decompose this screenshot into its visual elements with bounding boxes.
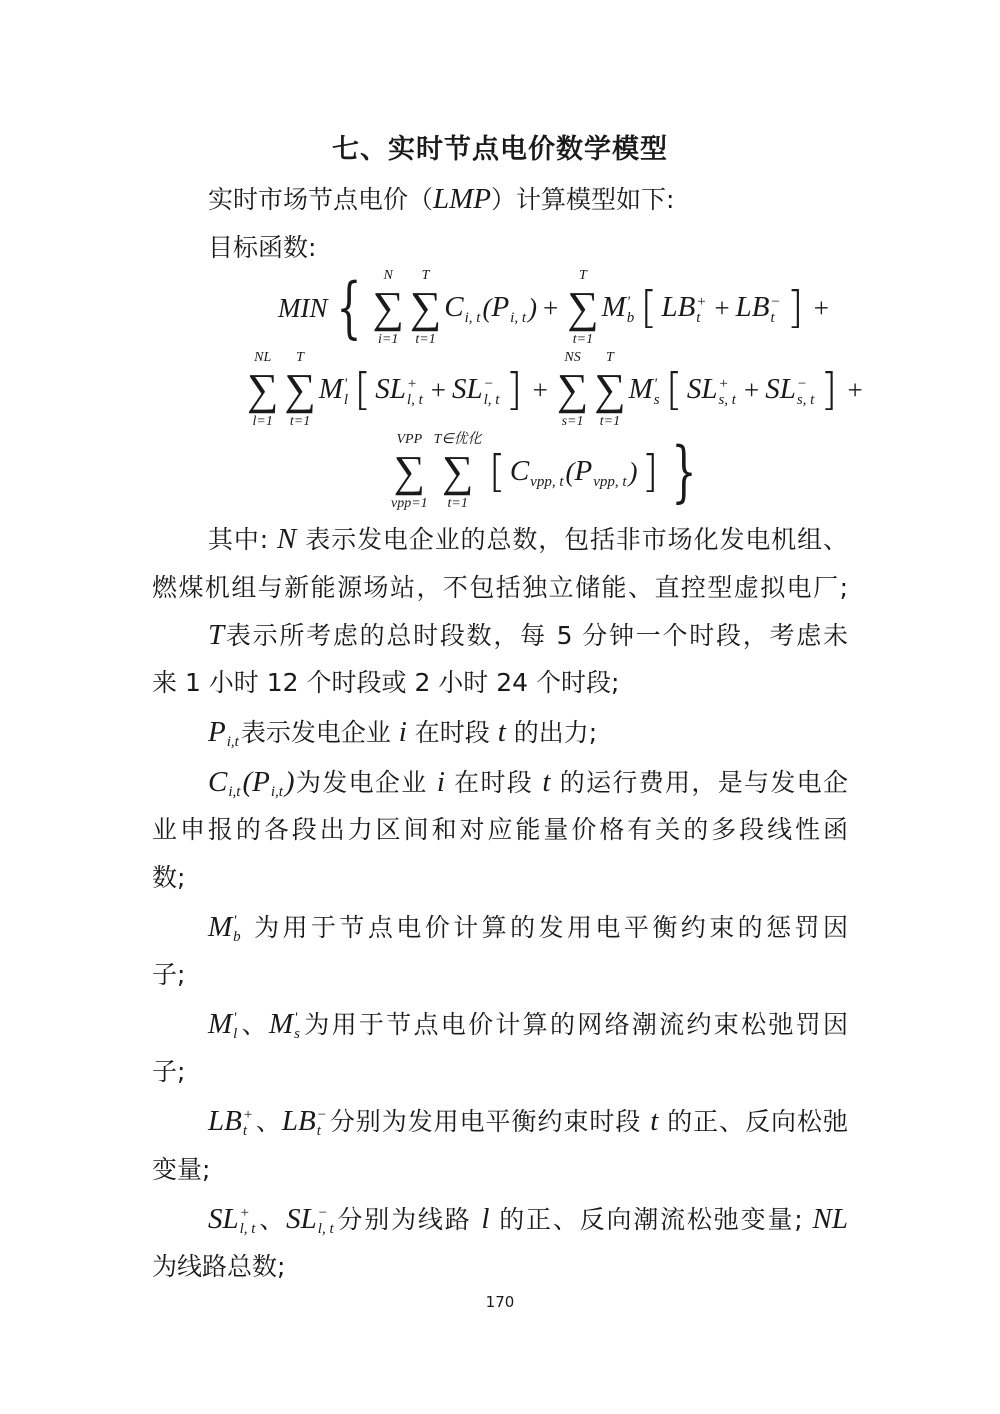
- math-variable: [281, 1105, 329, 1139]
- superscript: ': [294, 1010, 298, 1026]
- math-symbol: (: [242, 766, 253, 798]
- subscript: l, t: [483, 391, 500, 408]
- math-scripts: [233, 1010, 237, 1042]
- math-scripts: [318, 1205, 334, 1237]
- bracket: ]: [786, 282, 804, 333]
- upper-limit: NL: [254, 350, 272, 365]
- upper-limit: NS: [564, 350, 581, 365]
- text-run: 的出力;: [505, 718, 598, 747]
- upper-limit: T: [421, 268, 430, 283]
- math-symbol: LMP: [433, 183, 492, 215]
- text-line: [208, 1007, 848, 1043]
- bracket: ]: [641, 446, 659, 497]
- text-run: 燃煤机组与新能源场站，不包括独立储能、直控型虚拟电厂;: [152, 573, 848, 602]
- summation: [594, 350, 625, 430]
- plus-operator: +: [543, 293, 559, 323]
- math-scripts: [407, 376, 423, 408]
- math-symbol: C: [509, 455, 530, 488]
- math-scripts: [484, 376, 500, 408]
- lower-limit: vpp=1: [391, 496, 428, 511]
- text-run: 的正、反向松弛: [658, 1107, 848, 1136]
- formula-row: [244, 350, 869, 430]
- math-variable: [491, 290, 528, 326]
- lower-limit: t=1: [572, 332, 594, 347]
- text-line: [152, 665, 848, 701]
- math-scripts: [243, 1107, 253, 1139]
- superscript: [593, 458, 626, 474]
- text-line: [152, 812, 848, 848]
- math-scripts: [797, 376, 815, 408]
- math-scripts: [465, 294, 481, 326]
- upper-limit: N: [383, 268, 393, 283]
- math-symbol: LB: [281, 1105, 316, 1137]
- subscript: t: [770, 309, 775, 326]
- math-symbol: SL: [451, 373, 483, 406]
- math-scripts: [227, 718, 239, 750]
- math-variable: [208, 766, 242, 800]
- math-symbol: t: [542, 766, 551, 798]
- upper-limit: VPP: [396, 432, 423, 447]
- bracket: ]: [505, 364, 523, 415]
- text-line: [208, 910, 848, 946]
- math-scripts: [240, 1205, 256, 1237]
- subscript: b: [626, 309, 635, 326]
- summation: [557, 350, 588, 430]
- math-text: MIN: [278, 293, 328, 323]
- math-variable: [399, 718, 407, 747]
- math-variable: [319, 372, 350, 408]
- math-variable: [661, 290, 708, 326]
- math-scripts: [228, 768, 240, 800]
- superscript: +: [696, 293, 707, 310]
- subscript: vpp, t: [530, 473, 564, 490]
- math-variable: [252, 766, 285, 800]
- superscript: [530, 458, 563, 474]
- sigma-symbol: ∑: [409, 283, 442, 332]
- math-symbol: M: [628, 373, 653, 406]
- math-symbol: LB: [735, 291, 770, 324]
- math-symbol: M: [208, 1008, 233, 1040]
- superscript: ': [343, 375, 348, 392]
- math-symbol: M: [318, 373, 343, 406]
- subscript: s: [294, 1026, 300, 1042]
- subscript: i,t: [270, 784, 283, 800]
- math-symbol: T: [208, 619, 225, 651]
- sigma-symbol: ∑: [372, 283, 404, 332]
- text-run: 为发电企业: [294, 768, 437, 797]
- math-variable: [208, 621, 224, 650]
- math-symbol: i: [436, 766, 445, 798]
- sigma-symbol: ∑: [556, 365, 589, 414]
- math-variable: [285, 768, 295, 797]
- math-variable: [268, 1008, 302, 1042]
- lower-limit: i=1: [378, 332, 399, 347]
- subscript: l, t: [239, 1221, 256, 1237]
- math-variable: [208, 1008, 239, 1042]
- subscript: b: [233, 929, 241, 945]
- math-variable: [242, 768, 252, 797]
- text-run: 表示发电企业: [240, 718, 399, 747]
- formula-row: [388, 432, 705, 512]
- sigma-symbol: ∑: [441, 447, 474, 496]
- math-symbol: P: [491, 291, 510, 324]
- math-symbol: SL: [765, 373, 796, 406]
- text-run: 、: [257, 1205, 287, 1234]
- upper-limit: T∈优化: [433, 432, 482, 447]
- sigma-symbol: ∑: [284, 365, 316, 414]
- upper-limit: T: [296, 350, 304, 365]
- summation: [434, 432, 482, 512]
- math-text: ): [528, 293, 537, 323]
- superscript: −: [316, 1107, 327, 1123]
- math-variable: [736, 290, 783, 326]
- bracket: [: [488, 446, 506, 497]
- text-run: 业申报的各段出力区间和对应能量价格有关的多段线性函: [152, 815, 848, 844]
- plus-operator: +: [743, 375, 760, 405]
- formula-row: [278, 268, 835, 348]
- superscript: [465, 294, 481, 310]
- math-symbol: SL: [686, 373, 718, 406]
- text-line: [208, 522, 848, 558]
- math-scripts: [654, 376, 660, 408]
- lower-limit: l=1: [252, 414, 273, 429]
- superscript: +: [239, 1205, 250, 1221]
- sigma-symbol: ∑: [594, 365, 626, 414]
- text-line: [152, 1249, 848, 1285]
- math-symbol: M: [208, 911, 233, 943]
- math-symbol: SL: [286, 1203, 317, 1235]
- math-text: (: [482, 293, 492, 323]
- math-symbol: C: [444, 291, 464, 324]
- math-scripts: [271, 768, 283, 800]
- superscript: ': [233, 913, 237, 929]
- math-scripts: [627, 294, 635, 326]
- text-run: 的正、反向潮流松弛变量;: [489, 1205, 813, 1234]
- subscript: l: [343, 391, 349, 408]
- math-variable: [510, 454, 566, 490]
- math-scripts: [344, 376, 348, 408]
- math-symbol: l: [481, 1203, 490, 1235]
- math-symbol: LB: [661, 291, 696, 324]
- text-line: [152, 957, 848, 993]
- math-text: (: [565, 457, 575, 487]
- math-scripts: [530, 458, 563, 490]
- subscript: s, t: [718, 391, 736, 408]
- text-run: 的运行费用，是与发电企: [550, 768, 849, 797]
- math-symbol: N: [277, 523, 297, 555]
- summation: [567, 268, 598, 348]
- text-run: 目标函数:: [208, 233, 317, 262]
- text-run: 、: [254, 1107, 282, 1136]
- superscript: ': [233, 1010, 237, 1026]
- text-line: [208, 715, 848, 751]
- summation: [247, 350, 278, 430]
- math-symbol: P: [574, 455, 593, 488]
- math-scripts: [233, 913, 241, 945]
- subscript: i,t: [226, 734, 239, 750]
- math-variable: [437, 768, 445, 797]
- summation: [391, 432, 428, 512]
- text-run: 来 1 小时 12 个时段或 2 小时 24 个时段;: [152, 668, 620, 697]
- math-scripts: [696, 294, 706, 326]
- bracket: [: [640, 282, 658, 333]
- text-run: 子;: [152, 960, 186, 989]
- lower-limit: t=1: [289, 414, 311, 429]
- text-line: [152, 1152, 848, 1188]
- math-symbol: P: [252, 766, 270, 798]
- text-run: 其中:: [208, 525, 278, 554]
- subscript: i, t: [510, 309, 526, 326]
- sigma-symbol: ∑: [567, 283, 599, 332]
- text-run: 变量;: [152, 1155, 211, 1184]
- math-symbol: M: [268, 1008, 294, 1040]
- text-line: [208, 230, 848, 266]
- text-run: 为线路总数;: [152, 1252, 286, 1281]
- subscript: s: [653, 391, 660, 408]
- math-symbol: t: [497, 716, 506, 748]
- math-variable: [444, 290, 482, 326]
- text-run: 分别为发用电平衡约束时段: [328, 1107, 651, 1136]
- text-run: 表示所考虑的总时段数，每 5 分钟一个时段，考虑未: [224, 621, 848, 650]
- subscript: vpp, t: [593, 473, 627, 490]
- math-scripts: [294, 1010, 300, 1042]
- text-run: 在时段: [444, 768, 543, 797]
- math-variable: [277, 525, 296, 554]
- text-line: [152, 860, 848, 896]
- text-run: 数;: [152, 863, 186, 892]
- lower-limit: t=1: [447, 496, 468, 511]
- math-variable: [452, 372, 501, 408]
- math-variable: [208, 911, 243, 945]
- bracket: [: [354, 364, 372, 415]
- summation: [373, 268, 404, 348]
- math-scripts: [771, 294, 781, 326]
- text-run: 、: [239, 1010, 269, 1039]
- math-variable: [375, 372, 424, 408]
- subscript: l: [233, 1026, 238, 1042]
- upper-limit: T: [579, 268, 587, 283]
- subscript: s, t: [796, 391, 815, 408]
- math-symbol: C: [208, 766, 228, 798]
- superscript: −: [770, 293, 781, 310]
- plus-operator: +: [714, 293, 730, 323]
- sigma-symbol: ∑: [247, 365, 279, 414]
- math-symbol: SL: [208, 1203, 239, 1235]
- superscript: [227, 718, 239, 734]
- superscript: +: [718, 375, 729, 392]
- summation: [284, 350, 315, 430]
- math-variable: [433, 185, 491, 214]
- upper-limit: T: [606, 350, 614, 365]
- subscript: t: [316, 1123, 321, 1139]
- math-variable: [286, 1203, 335, 1237]
- subscript: t: [242, 1123, 248, 1139]
- math-symbol: LB: [208, 1105, 242, 1137]
- subscript: i,t: [228, 784, 241, 800]
- math-variable: [575, 454, 629, 490]
- summation: [410, 268, 441, 348]
- math-symbol: ): [284, 766, 295, 798]
- bracket: [: [665, 364, 683, 415]
- text-run: 表示发电企业的总数，包括非市场化发电机组、: [296, 525, 849, 554]
- text-line: [208, 182, 848, 218]
- bracket: ]: [820, 364, 838, 415]
- text-line: [208, 1202, 848, 1238]
- math-variable: [498, 718, 506, 747]
- math-variable: [813, 1205, 848, 1234]
- brace: }: [671, 433, 697, 510]
- sigma-symbol: ∑: [393, 447, 426, 496]
- math-variable: [208, 716, 241, 750]
- page-number: 170: [485, 1293, 515, 1311]
- superscript: +: [406, 375, 418, 392]
- plus-operator: +: [813, 293, 830, 323]
- plus-operator: +: [430, 375, 446, 405]
- text-line: [152, 1054, 848, 1090]
- text-run: 为用于节点电价计算的网络潮流约束松弛罚因: [301, 1010, 848, 1039]
- text-line: [152, 570, 848, 606]
- lower-limit: s=1: [561, 414, 584, 429]
- superscript: [510, 294, 526, 310]
- math-symbol: M: [601, 291, 626, 324]
- math-symbol: SL: [375, 373, 406, 406]
- text-run: 子;: [152, 1057, 186, 1086]
- superscript: −: [317, 1205, 328, 1221]
- math-scripts: [718, 376, 736, 408]
- superscript: ': [653, 375, 658, 392]
- section-title: 七、实时节点电价数学模型: [332, 134, 668, 165]
- math-variable: [687, 372, 738, 408]
- text-line: [208, 1104, 848, 1140]
- subscript: l, t: [317, 1221, 334, 1237]
- math-symbol: P: [208, 716, 226, 748]
- superscript: +: [242, 1107, 253, 1123]
- plus-operator: +: [532, 375, 548, 405]
- math-scripts: [510, 294, 526, 326]
- text-run: 在时段: [406, 718, 498, 747]
- text-run: 为用于节点电价计算的发用电平衡约束的惩罚因: [242, 913, 848, 942]
- plus-operator: +: [847, 375, 863, 405]
- text-run: ）计算模型如下:: [491, 185, 675, 214]
- text-line: [208, 765, 848, 801]
- math-variable: [208, 1105, 255, 1139]
- text-run: 分别为线路: [335, 1205, 482, 1234]
- superscript: −: [796, 375, 807, 392]
- brace: {: [335, 269, 362, 346]
- lower-limit: t=1: [415, 332, 436, 347]
- text-run: 实时市场节点电价（: [208, 185, 434, 214]
- math-variable: [602, 290, 637, 326]
- subscript: t: [696, 309, 701, 326]
- math-scripts: [317, 1107, 327, 1139]
- math-symbol: i: [398, 716, 407, 748]
- superscript: −: [483, 375, 494, 392]
- math-scripts: [593, 458, 626, 490]
- math-variable: [208, 1203, 257, 1237]
- math-text: ): [628, 457, 638, 487]
- subscript: l, t: [406, 391, 423, 408]
- superscript: [228, 768, 240, 784]
- subscript: i, t: [464, 309, 481, 326]
- math-symbol: t: [650, 1105, 659, 1137]
- math-variable: [629, 372, 662, 408]
- lower-limit: t=1: [599, 414, 621, 429]
- superscript: [271, 768, 283, 784]
- math-variable: [765, 372, 816, 408]
- text-line: [208, 618, 848, 654]
- math-symbol: NL: [812, 1203, 848, 1235]
- superscript: ': [626, 293, 630, 310]
